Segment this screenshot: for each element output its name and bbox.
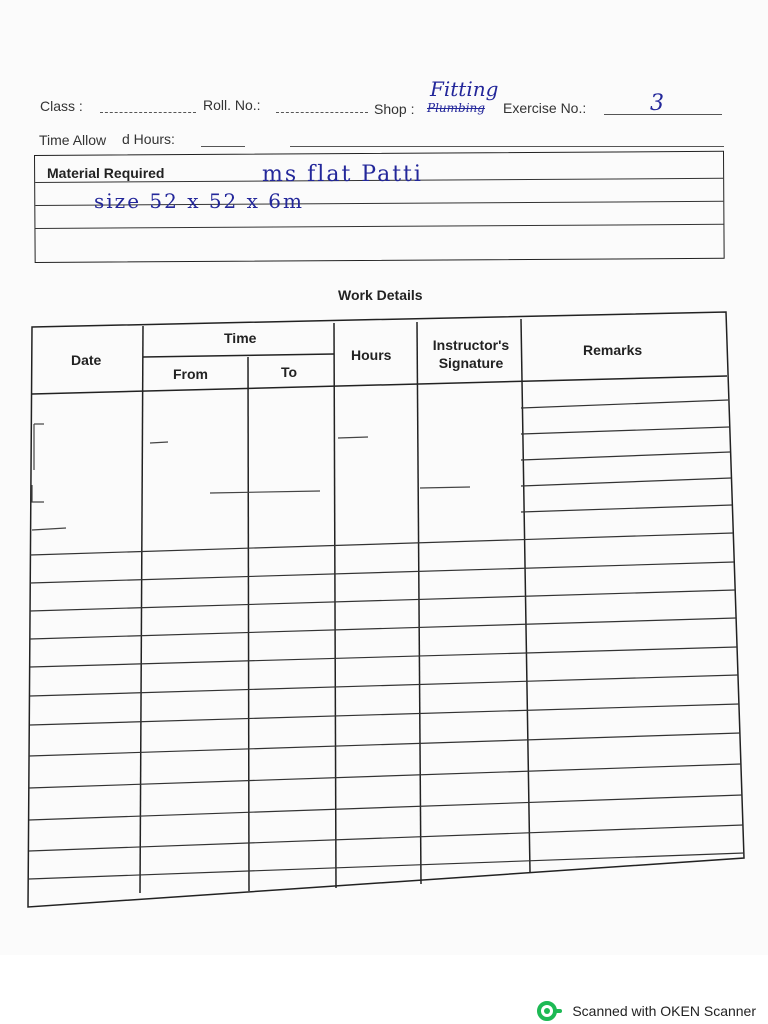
redacted-scribbles xyxy=(32,424,470,530)
shop-label: Shop : xyxy=(374,101,415,117)
col-hours-header: Hours xyxy=(351,347,392,363)
exercise-value: 3 xyxy=(650,91,664,116)
exercise-label: Exercise No.: xyxy=(503,100,587,116)
material-required-label: Material Required xyxy=(47,165,165,181)
header-bottom-line xyxy=(32,376,727,394)
roll-label: Roll. No.: xyxy=(203,97,261,113)
col-sep-hours xyxy=(417,322,421,884)
table-rows xyxy=(29,400,744,879)
class-label: Class : xyxy=(40,98,83,114)
time-allowed-label: Time Allow xyxy=(39,132,107,148)
col-to-header: To xyxy=(281,364,298,380)
col-sep-date xyxy=(140,326,143,893)
col-sep-to xyxy=(334,323,336,888)
time-subheader-line xyxy=(143,354,334,357)
col-time-header: Time xyxy=(224,330,257,346)
col-instructor-header: Instructor's Signature xyxy=(432,337,510,371)
table-outer-border xyxy=(28,312,744,907)
material-line-1: ms flat Patti xyxy=(262,162,423,187)
col-sep-from xyxy=(248,357,249,891)
time-allowed-label-end: d Hours: xyxy=(122,131,175,147)
scanner-watermark xyxy=(536,1000,756,1022)
oken-scanner-logo-icon xyxy=(536,1000,564,1022)
col-sep-instructor xyxy=(521,319,530,872)
col-date-header: Date xyxy=(71,352,102,368)
material-line-2: size 52 x 52 x 6m xyxy=(94,189,304,213)
shop-struck-value: Plumbing xyxy=(427,101,485,115)
col-from-header: From xyxy=(173,366,208,382)
work-details-title: Work Details xyxy=(338,287,423,303)
shop-value: Fitting xyxy=(430,77,499,101)
scanner-text: Scanned with OKEN Scanner xyxy=(572,1003,756,1019)
col-remarks-header: Remarks xyxy=(583,342,643,358)
